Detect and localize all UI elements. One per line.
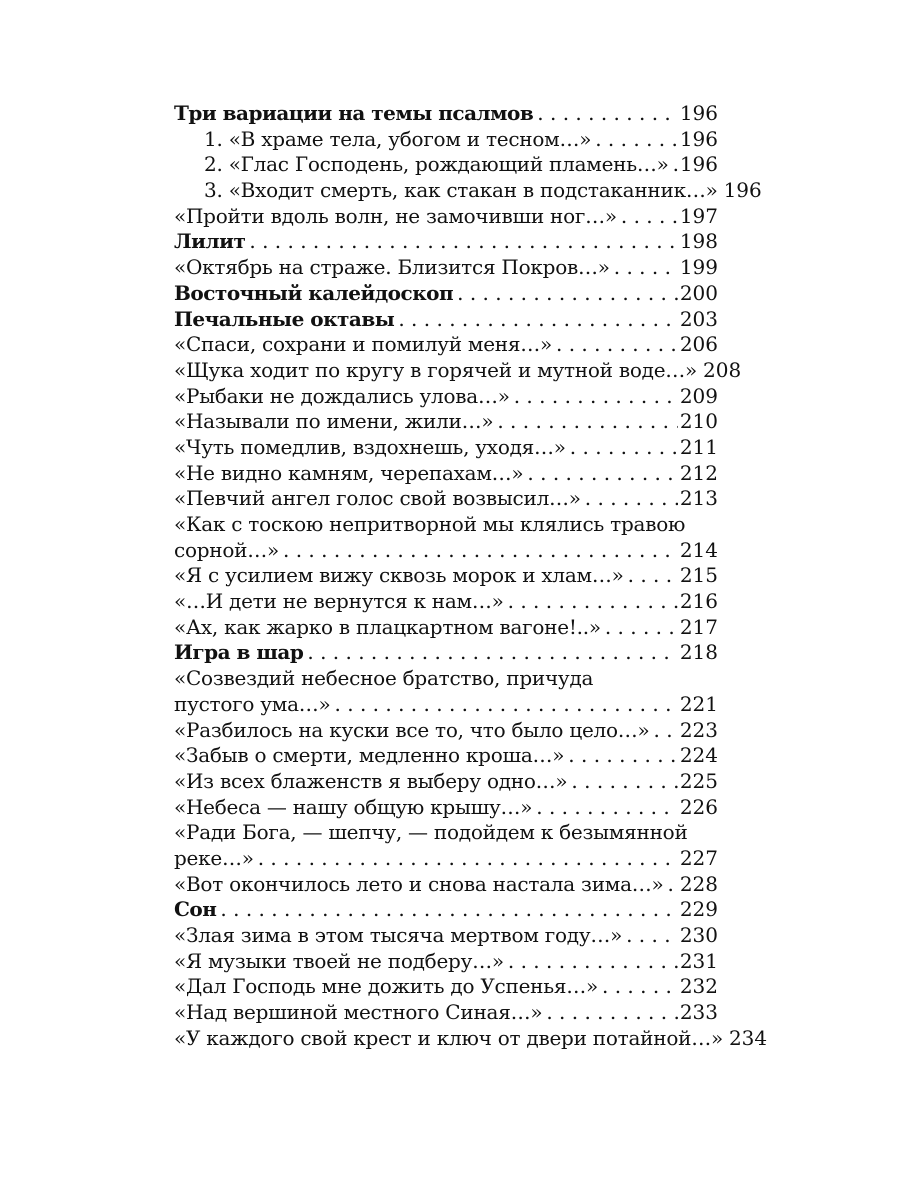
toc-entry bbox=[174, 872, 718, 898]
dot-leader bbox=[249, 229, 677, 255]
toc-page-number: 196 bbox=[679, 152, 718, 177]
toc-entry bbox=[174, 1025, 768, 1052]
dot-leader bbox=[602, 974, 678, 1000]
toc-page-number: 226 bbox=[679, 794, 718, 819]
dot-leader bbox=[258, 846, 678, 872]
toc-entry bbox=[174, 461, 718, 487]
toc-entry-title: «Пройти вдоль волн, не замочивши ног…» bbox=[174, 203, 617, 228]
dot-leader bbox=[514, 384, 678, 410]
dot-leader bbox=[457, 281, 678, 307]
toc-entry bbox=[174, 563, 718, 589]
toc-entry-title: Печальные октавы bbox=[174, 306, 395, 331]
toc-entry bbox=[174, 589, 718, 615]
toc-entry bbox=[174, 409, 718, 435]
toc-entry bbox=[174, 255, 718, 281]
toc-entry bbox=[174, 357, 742, 384]
toc-page-number: 203 bbox=[679, 306, 718, 331]
toc-entry bbox=[174, 152, 718, 178]
toc-entry-title: «Ах, как жарко в плацкартном вагоне!..» bbox=[174, 614, 601, 639]
toc-entry-title: «Злая зима в этом тысяча мертвом году…» bbox=[174, 923, 623, 947]
toc-entry-title: «Небеса — нашу общую крышу…» bbox=[174, 794, 533, 819]
toc-entry-title: Игра в шар bbox=[174, 640, 304, 665]
toc-page-number: 234 bbox=[728, 1025, 768, 1050]
toc-entry-title: «…И дети не вернутся к нам…» bbox=[174, 589, 504, 614]
toc-entry-title-continuation: пустого ума…» bbox=[174, 691, 331, 716]
toc-entry bbox=[174, 435, 718, 461]
toc-section-heading bbox=[174, 640, 718, 666]
toc-page-number: 214 bbox=[679, 537, 718, 562]
toc-entry-title: Сон bbox=[174, 897, 217, 922]
toc-entry-title: «Из всех блаженств я выберу одно…» bbox=[174, 768, 568, 793]
toc-entry bbox=[174, 512, 718, 563]
dot-leader bbox=[497, 409, 677, 435]
toc-page-number: 231 bbox=[679, 948, 718, 973]
toc-page-number: 221 bbox=[679, 691, 718, 716]
toc-page-number: 217 bbox=[679, 614, 718, 639]
toc-entry bbox=[174, 384, 718, 410]
toc-page-number: 196 bbox=[723, 178, 762, 203]
toc-page-number: 197 bbox=[679, 203, 718, 228]
toc-page-number: 233 bbox=[679, 1000, 718, 1025]
toc-entry-title: 1. «В храме тела, убогом и тесном…» bbox=[204, 126, 592, 151]
toc-page-number: 215 bbox=[679, 563, 718, 588]
toc-entry bbox=[174, 743, 718, 769]
toc-page-number: 206 bbox=[679, 332, 718, 357]
toc-entry-title: «Созвездий небесное братство, причуда bbox=[174, 666, 594, 691]
dot-leader bbox=[398, 307, 677, 333]
toc-entry-title: «Спаси, сохрани и помилуй меня…» bbox=[174, 332, 552, 357]
toc-entry bbox=[174, 949, 718, 975]
dot-leader bbox=[536, 795, 678, 821]
toc-section-heading bbox=[174, 897, 718, 923]
toc-page-number: 212 bbox=[679, 460, 718, 485]
dot-leader bbox=[571, 769, 677, 795]
toc-entry-title: Восточный калейдоскоп bbox=[174, 280, 454, 305]
toc-entry-title: «Ради Бога, — шепчу, — подойдем к безымянной bbox=[174, 820, 688, 845]
toc-section-heading bbox=[174, 101, 718, 127]
toc-entry bbox=[174, 486, 718, 512]
dot-leader bbox=[527, 461, 677, 487]
toc-page-number: 213 bbox=[679, 486, 718, 511]
toc-page-number: 199 bbox=[679, 255, 718, 280]
toc-page-number: 218 bbox=[679, 640, 718, 665]
dot-leader bbox=[568, 743, 678, 769]
toc-entry bbox=[174, 923, 718, 949]
dot-leader bbox=[307, 640, 677, 666]
toc-page-number: 225 bbox=[679, 768, 718, 793]
toc-page-number: 209 bbox=[679, 383, 718, 408]
toc-entry-title: 3. «Входит смерть, как стакан в подстаканник…» bbox=[204, 178, 718, 203]
dot-leader bbox=[283, 538, 678, 564]
toc-section-heading bbox=[174, 229, 718, 255]
toc-entry bbox=[174, 820, 718, 871]
dot-leader bbox=[335, 692, 678, 718]
dot-leader bbox=[508, 949, 678, 975]
toc-entry-title: «Называли по имени, жили…» bbox=[174, 409, 494, 434]
toc-page-number: 198 bbox=[679, 229, 718, 254]
table-of-contents bbox=[174, 101, 768, 1051]
toc-entry-title: «Над вершиной местного Синая…» bbox=[174, 1000, 543, 1025]
toc-entry-title-continuation: реке…» bbox=[174, 845, 254, 870]
toc-entry-title: «У каждого свой крест и ключ от двери потайной…» bbox=[174, 1025, 723, 1050]
toc-page-number: 227 bbox=[679, 845, 718, 870]
toc-page-number: 196 bbox=[679, 126, 718, 151]
toc-page-number: 224 bbox=[679, 743, 718, 768]
toc-entry-title: «Вот окончилось лето и снова настала зима…» bbox=[174, 871, 664, 896]
toc-entry bbox=[174, 974, 718, 1000]
dot-leader bbox=[621, 204, 678, 230]
toc-entry bbox=[174, 795, 718, 821]
toc-entry bbox=[174, 769, 718, 795]
dot-leader bbox=[556, 332, 678, 358]
toc-entry bbox=[174, 204, 718, 230]
toc-page-number: 200 bbox=[679, 280, 718, 305]
toc-entry-title: Лилит bbox=[174, 229, 246, 254]
toc-entry-title: «Дал Господь мне дожить до Успенья…» bbox=[174, 974, 598, 999]
dot-leader bbox=[546, 1000, 678, 1026]
toc-page-number: 228 bbox=[679, 871, 718, 896]
toc-entry-title: «Октябрь на страже. Близится Покров…» bbox=[174, 255, 610, 280]
toc-entry-title: «Разбилось на куски все то, что было цело…» bbox=[174, 717, 650, 742]
toc-entry bbox=[174, 666, 718, 717]
dot-leader bbox=[673, 152, 678, 178]
toc-entry-title: «Забыв о смерти, медленно кроша…» bbox=[174, 743, 565, 768]
toc-entry-title: «Рыбаки не дождались улова…» bbox=[174, 383, 510, 408]
toc-entry bbox=[174, 615, 718, 641]
dot-leader bbox=[585, 486, 678, 512]
toc-section-heading bbox=[174, 307, 718, 333]
toc-page-number: 232 bbox=[679, 974, 718, 999]
toc-entry bbox=[174, 332, 718, 358]
toc-page-number: 211 bbox=[679, 434, 718, 459]
toc-entry-title: 2. «Глас Господень, рождающий пламень…» bbox=[204, 152, 669, 177]
toc-entry bbox=[174, 718, 718, 744]
toc-page-number: 208 bbox=[703, 357, 742, 382]
dot-leader bbox=[508, 589, 678, 615]
dot-leader bbox=[614, 255, 678, 281]
dot-leader bbox=[595, 127, 678, 153]
toc-entry bbox=[174, 1000, 718, 1026]
toc-entry bbox=[174, 127, 718, 153]
toc-entry-title: «Я с усилием вижу сквозь морок и хлам…» bbox=[174, 563, 624, 588]
dot-leader bbox=[605, 615, 678, 641]
toc-page-number: 216 bbox=[679, 589, 718, 614]
dot-leader bbox=[537, 101, 678, 127]
dot-leader bbox=[220, 897, 677, 923]
dot-leader bbox=[628, 563, 678, 589]
toc-entry-title: «Щука ходит по кругу в горячей и мутной воде…» bbox=[174, 357, 698, 382]
toc-entry-title: «Чуть помедлив, вздохнешь, уходя…» bbox=[174, 434, 566, 459]
toc-entry-title: «Я музыки твоей не подберу…» bbox=[174, 948, 504, 973]
toc-section-heading bbox=[174, 281, 718, 307]
toc-page-number: 196 bbox=[679, 101, 718, 125]
toc-page-number: 229 bbox=[679, 897, 718, 922]
toc-entry-title: «Певчий ангел голос свой возвысил…» bbox=[174, 486, 581, 511]
dot-leader bbox=[626, 923, 678, 949]
toc-page-number: 210 bbox=[679, 409, 718, 434]
toc-entry bbox=[174, 178, 762, 204]
dot-leader bbox=[654, 718, 678, 744]
toc-entry-title: «Не видно камням, черепахам…» bbox=[174, 460, 524, 485]
toc-entry-title-continuation: сорной…» bbox=[174, 537, 279, 562]
dot-leader bbox=[668, 872, 678, 898]
toc-page-number: 230 bbox=[679, 923, 718, 947]
toc-entry-title: «Как с тоскою непритворной мы клялись травою bbox=[174, 512, 686, 536]
toc-page-number: 223 bbox=[679, 717, 718, 742]
toc-entry-title: Три вариации на темы псалмов bbox=[174, 101, 534, 125]
dot-leader bbox=[570, 435, 678, 461]
